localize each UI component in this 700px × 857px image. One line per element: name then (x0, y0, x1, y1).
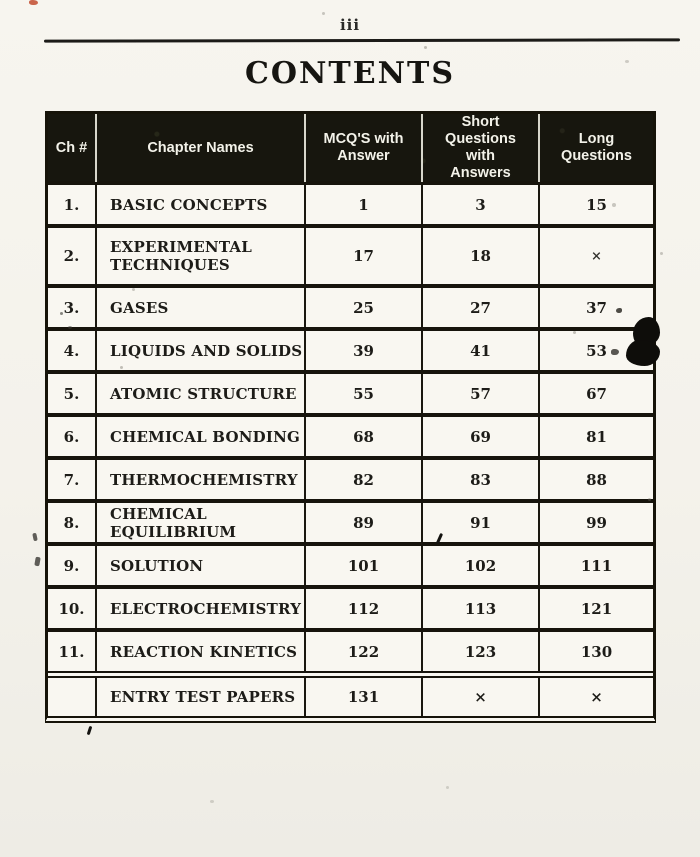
page-value: 121 (580, 599, 613, 618)
short-questions-page-cell: 113 (423, 589, 540, 628)
mcq-page-cell: 101 (306, 546, 423, 585)
scan-speckle (60, 312, 63, 315)
mcq-page-cell: 131 (306, 678, 423, 716)
chapter-number-cell: 10. (48, 589, 97, 628)
long-questions-page-cell (540, 503, 653, 542)
table-row (48, 224, 653, 284)
page-value: 67 (586, 384, 607, 403)
long-questions-page-cell (540, 185, 653, 224)
page-value: 53 (586, 341, 607, 360)
long-questions-page-cell (540, 460, 653, 499)
short-questions-page-cell: 27 (423, 288, 540, 327)
margin-mark (34, 557, 40, 567)
page-number: iii (339, 16, 361, 34)
scan-speckle (210, 800, 214, 803)
chapter-name-cell: EXPERIMENTAL TECHNIQUES (97, 228, 306, 284)
mcq-page-cell: 25 (306, 288, 423, 327)
header-label: Ch # (55, 139, 88, 156)
short-questions-page-cell: 69 (423, 417, 540, 456)
page-value: 81 (586, 427, 607, 446)
chapter-name-cell: THERMOCHEMISTRY (97, 460, 306, 499)
mcq-page-cell: 39 (306, 331, 423, 370)
ink-speck (616, 308, 622, 313)
scan-speckle (625, 60, 629, 63)
header-label: Long Questions (561, 131, 632, 165)
header-cell-short-questions (423, 114, 540, 182)
chapter-name-cell: ATOMIC STRUCTURE (97, 374, 306, 413)
header-rule (44, 38, 680, 42)
chapter-number-cell: 4. (48, 331, 97, 370)
chapter-name-cell: CHEMICAL BONDING (97, 417, 306, 456)
page-value: 15 (586, 195, 607, 214)
table-row (48, 370, 653, 413)
mcq-page-cell: 122 (306, 632, 423, 671)
contents-table (45, 111, 656, 723)
page-value: × (591, 248, 602, 264)
mcq-page-cell: 1 (306, 185, 423, 224)
scan-speckle (648, 498, 651, 501)
chapter-name-cell: ENTRY TEST PAPERS (97, 678, 306, 716)
long-questions-page-cell (540, 546, 653, 585)
long-questions-page-cell (540, 417, 653, 456)
short-questions-page-cell: 41 (423, 331, 540, 370)
chapter-number-cell: 6. (48, 417, 97, 456)
header-label: MCQ'S with Answer (323, 131, 404, 165)
long-questions-page-cell (540, 288, 653, 327)
page-value: 111 (580, 556, 613, 575)
short-questions-page-cell: 57 (423, 374, 540, 413)
table-header-row (48, 114, 653, 181)
page-value: 37 (586, 298, 607, 317)
scan-speckle (660, 252, 663, 255)
table-row (48, 284, 653, 327)
chapter-number-cell: 7. (48, 460, 97, 499)
margin-mark (32, 533, 38, 542)
table-row (48, 456, 653, 499)
chapter-name-cell: ELECTROCHEMISTRY (97, 589, 306, 628)
long-questions-page-cell (540, 589, 653, 628)
chapter-name-cell: BASIC CONCEPTS (97, 185, 306, 224)
chapter-name-cell: REACTION KINETICS (97, 632, 306, 671)
short-questions-page-cell: 123 (423, 632, 540, 671)
header-label: Chapter Names (147, 139, 254, 156)
mcq-page-cell: 68 (306, 417, 423, 456)
page-value: 130 (580, 642, 613, 661)
short-questions-page-cell: 18 (423, 228, 540, 284)
table-row (48, 628, 653, 671)
chapter-name-cell: CHEMICAL EQUILIBRIUM (97, 503, 306, 542)
scan-speckle (573, 331, 576, 334)
scan-speckle (446, 786, 449, 789)
table-row (48, 181, 653, 224)
chapter-number-cell: 11. (48, 632, 97, 671)
red-ink-speck (29, 0, 38, 5)
chapter-number-cell: 5. (48, 374, 97, 413)
table-row (48, 671, 653, 716)
chapter-number-cell: 9. (48, 546, 97, 585)
page-value: 99 (586, 513, 607, 532)
mcq-page-cell: 55 (306, 374, 423, 413)
table-row (48, 327, 653, 370)
long-questions-page-cell (540, 632, 653, 671)
chapter-name-cell: GASES (97, 288, 306, 327)
page-value: 88 (586, 470, 607, 489)
mcq-page-cell: 112 (306, 589, 423, 628)
long-questions-page-cell (540, 228, 653, 284)
chapter-number-cell: 1. (48, 185, 97, 224)
header-label: Short Questions with Answers (445, 114, 516, 182)
table-row (48, 413, 653, 456)
header-cell-chapter-names (97, 114, 306, 182)
table-row (48, 585, 653, 628)
page-title: CONTENTS (244, 56, 456, 91)
scan-mark (87, 726, 93, 735)
scan-speckle (612, 203, 616, 207)
short-questions-page-cell: 83 (423, 460, 540, 499)
scan-speckle (68, 326, 72, 329)
ink-blot (626, 340, 660, 366)
page-value: × (590, 688, 603, 706)
header-cell-long-questions (540, 114, 653, 182)
mcq-page-cell: 82 (306, 460, 423, 499)
chapter-name-cell: SOLUTION (97, 546, 306, 585)
mcq-page-cell: 89 (306, 503, 423, 542)
scan-speckle (120, 366, 123, 369)
short-questions-page-cell: × (423, 678, 540, 716)
header-cell-chapter-number (48, 114, 97, 182)
long-questions-page-cell (540, 374, 653, 413)
scan-speckle (132, 288, 135, 291)
short-questions-page-cell: 3 (423, 185, 540, 224)
header-cell-mcqs (306, 114, 423, 182)
scan-speckle (424, 46, 427, 49)
scan-speckle (322, 12, 325, 15)
long-questions-page-cell (540, 678, 653, 716)
table-row (48, 542, 653, 585)
short-questions-page-cell: 91 (423, 503, 540, 542)
chapter-number-cell: 2. (48, 228, 97, 284)
short-questions-page-cell: 102 (423, 546, 540, 585)
table-row (48, 499, 653, 542)
mcq-page-cell: 17 (306, 228, 423, 284)
chapter-number-cell: 8. (48, 503, 97, 542)
chapter-name-cell: LIQUIDS AND SOLIDS (97, 331, 306, 370)
chapter-number-cell (48, 678, 97, 716)
chapter-number-cell: 3. (48, 288, 97, 327)
